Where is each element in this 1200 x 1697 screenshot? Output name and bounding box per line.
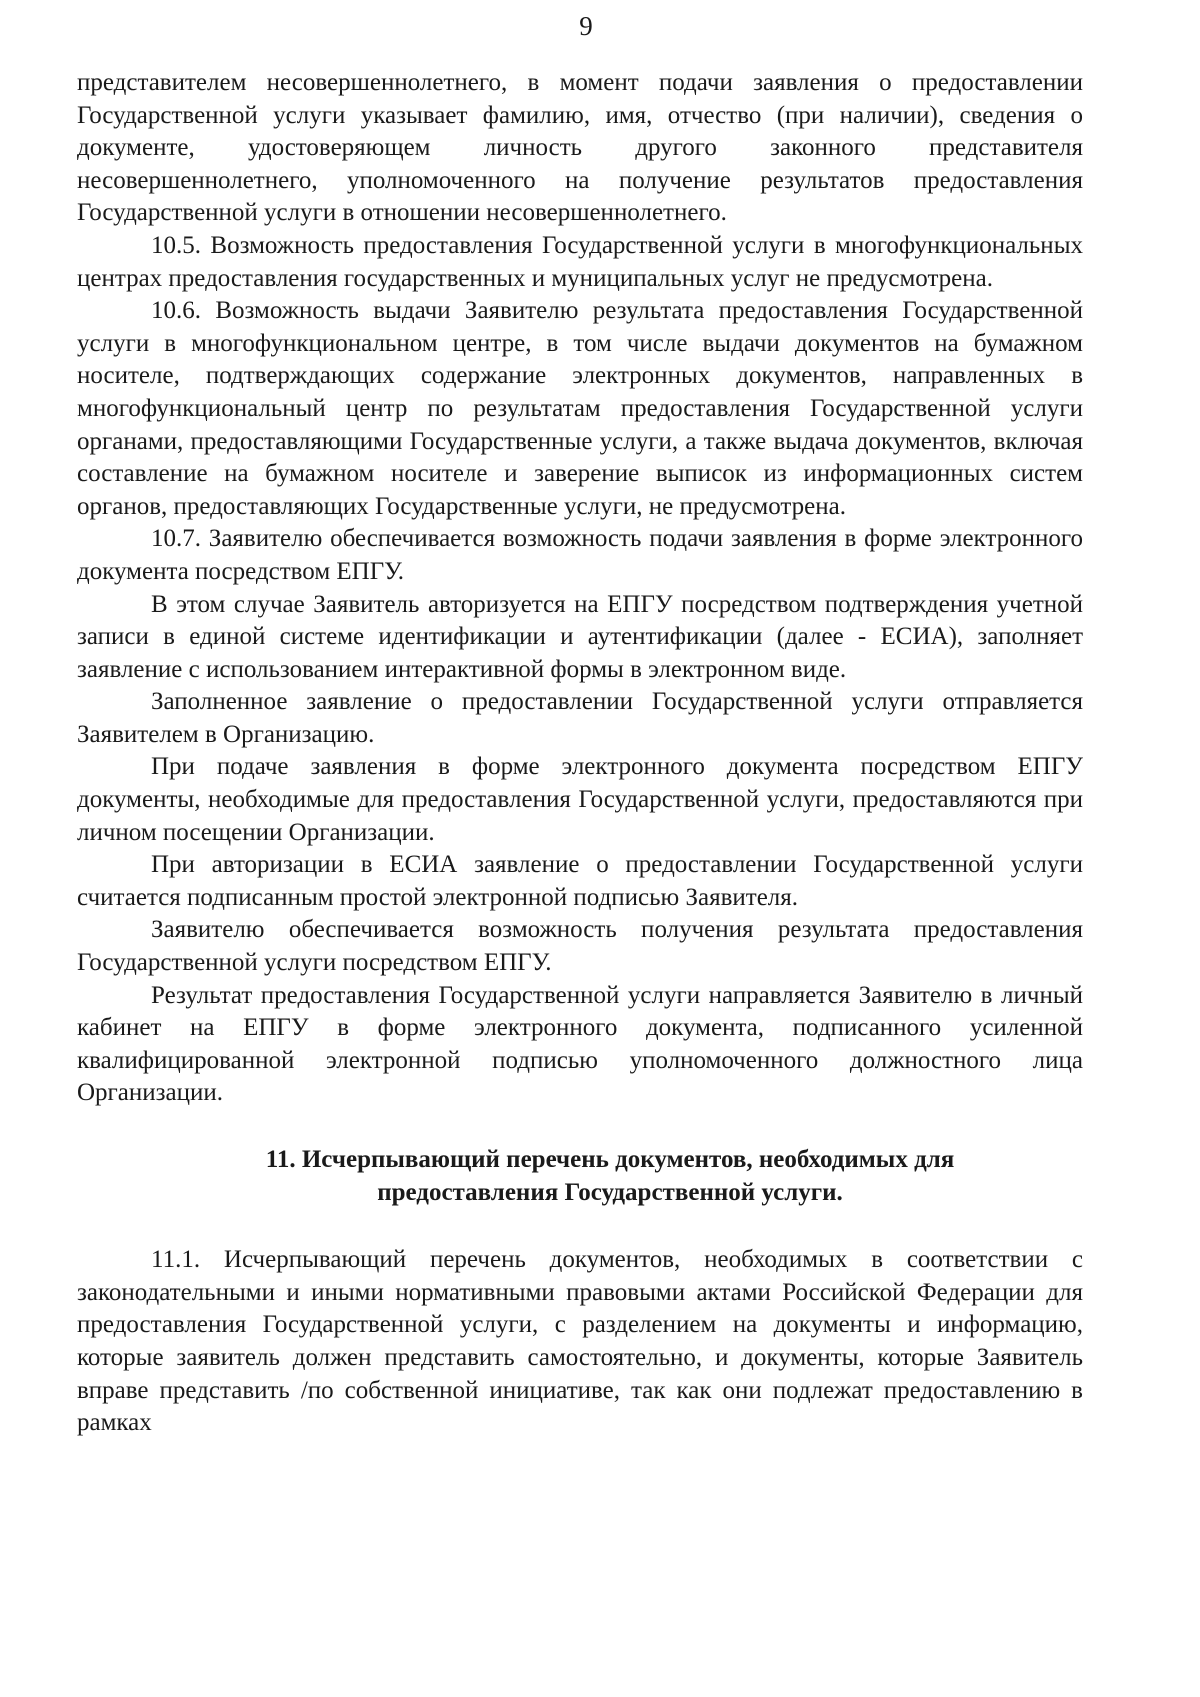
paragraph: В этом случае Заявитель авторизуется на ЕПГУ посредством подтверждения учетной записи в единой системе идентификации и аутентификации (далее - ЕСИА), заполняет заявление с использованием интерактивной формы в электронном виде.: [77, 590, 1083, 683]
paragraph: Заявителю обеспечивается возможность получения результата предоставления Государственной услуги посредством ЕПГУ.: [77, 916, 1083, 977]
paragraph: представителем несовершеннолетнего, в момент подачи заявления о предоставлении Государственной услуги указывает фамилию, имя, отчество (при наличии), сведения о документе, удостоверяющем личность другого законного представителя несовершеннолетнего, уполномоченного на получение результатов предоставления Государственной услуги в отношении несовершеннолетнего.: [77, 69, 1083, 227]
paragraph: 10.6. Возможность выдачи Заявителю результата предоставления Государственной услуги в многофункциональном центре, в том числе выдачи документов на бумажном носителе, подтверждающих содержание электронных документов, направленных в многофункциональный центр по результатам предоставления Государственной услуги органами, предоставляющими Государственные услуги, а также выдача документов, включая составление на бумажном носителе и заверение выписок из информационных систем органов, предоставляющих Государственные услуги, не предусмотрена.: [77, 297, 1083, 520]
paragraph: Результат предоставления Государственной услуги направляется Заявителю в личный кабинет на ЕПГУ в форме электронного документа, подписанного усиленной квалифицированной электронной подписью уполномоченного должностного лица Организации.: [77, 981, 1083, 1107]
section-heading-line-2: предоставления Государственной услуги.: [377, 1178, 843, 1206]
paragraph: 11.1. Исчерпывающий перечень документов, необходимых в соответствии с законодательными и иными нормативными правовыми актами Российской Федерации для предоставления Государственной услуги, с разделением на документы и информацию, которые заявитель должен представить самостоятельно, и документы, которые Заявитель вправе представить /по собственной инициативе, так как они подлежат предоставлению в рамках: [77, 1246, 1083, 1437]
paragraph: 10.7. Заявителю обеспечивается возможность подачи заявления в форме электронного документа посредством ЕПГУ.: [77, 525, 1083, 585]
paragraph: При авторизации в ЕСИА заявление о предоставлении Государственной услуги считается подписанным простой электронной подписью Заявителя.: [77, 851, 1083, 911]
document-body: [77, 67, 1083, 1440]
section-heading-line-1: 11. Исчерпывающий перечень документов, необходимых для: [265, 1146, 955, 1173]
page-number: 9: [579, 11, 593, 41]
paragraph: При подаче заявления в форме электронного документа посредством ЕПГУ документы, необходимые для предоставления Государственной услуги, предоставляются при личном посещении Организации.: [77, 753, 1083, 846]
paragraphs-after-heading: [77, 1244, 1083, 1440]
section-heading: [77, 1144, 1083, 1209]
paragraph: Заполненное заявление о предоставлении Государственной услуги отправляется Заявителем в Организацию.: [77, 688, 1083, 748]
paragraphs-before-heading: [77, 67, 1083, 1110]
paragraph: 10.5. Возможность предоставления Государственной услуги в многофункциональных центрах предоставления государственных и муниципальных услуг не предусмотрена.: [77, 231, 1083, 292]
